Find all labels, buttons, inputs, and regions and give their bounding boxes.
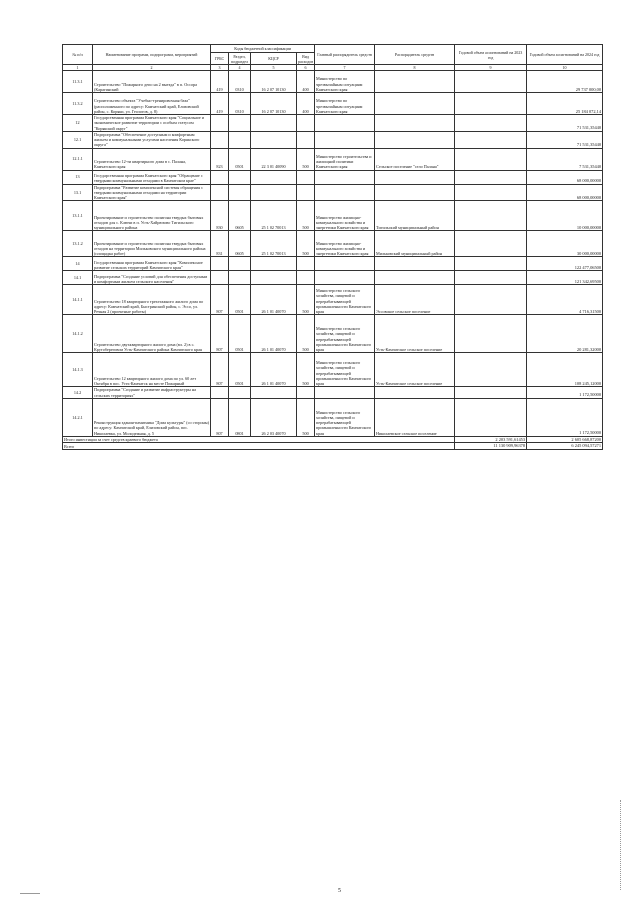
row-name: Строительство "Пожарного депо на 2 выезда" в п. Оссора (Карагинский [93, 71, 211, 93]
row-grbs [211, 115, 229, 132]
col-index: 3 [211, 65, 229, 71]
row-name: Подпрограмма "Развитие комплексной системы обращения с твердыми коммунальными отходами на территории Камчатского края" [93, 184, 211, 201]
row-admin [315, 271, 375, 285]
row-name: Подпрограмма "Создание условий для обеспечения доступным и комфортным жильем сельского населения" [93, 271, 211, 285]
row-rz: 0605 [229, 201, 251, 231]
row-vr: 500 [297, 148, 315, 170]
row-recipient: Николаевское сельское поселение [375, 398, 455, 436]
row-name: Подпрограмма "Обеспечение доступным и комфортным жильем и коммунальными услугами населения Корякского округа" [93, 131, 211, 148]
row-name: Строительство 12 квартирного жилого дома по ул. 60 лет Октября в пос. Усть-Камчатск на месте Пожарный [93, 353, 211, 387]
row-grbs: 807 [211, 398, 229, 436]
col-codes-header: Коды бюджетной классификации [211, 45, 315, 53]
row-rz [229, 184, 251, 201]
row-recipient [375, 71, 455, 93]
row-csr: 22 3 01 40090 [251, 148, 297, 170]
row-num: 13.1.1 [63, 201, 93, 231]
row-name: Реконструкция здания-памятника "Дома культуры" (со стороны) по адресу: Камчатский край, Елизовский район, пос. Николаевка, ул. Молодежная, д. 5 [93, 398, 211, 436]
row-num: 14.1 [63, 271, 93, 285]
row-name: Проектирование и строительство полигона твердых бытовых отходов для с. Ключи в п. Усть-Хайрюзово Тигильского муниципального района [93, 201, 211, 231]
row-rz [229, 257, 251, 271]
row-admin [315, 184, 375, 201]
row-name: Строительство двухквартирного жилого дома (вл. 2) в с. Крутобереговом Усть-Камчатского района Камчатского края [93, 315, 211, 353]
row-2024: 121 342,69500 [527, 271, 603, 285]
row-2023 [455, 315, 527, 353]
col-recipient-header: Распорядитель средств [375, 45, 455, 65]
col-vr-header: Вид расходов [298, 53, 314, 64]
col-index: 1 [63, 65, 93, 71]
table-row [63, 184, 603, 201]
col-index: 9 [455, 65, 527, 71]
total-2023: 11 130 909,96378 [455, 443, 527, 450]
row-csr: 26 1 01 40070 [251, 353, 297, 387]
row-2024: 7 531,35440 [527, 148, 603, 170]
row-num: 12.1 [63, 131, 93, 148]
row-admin: Министерство сельского хозяйства, пищевой и перерабатывающей промышленности Камчатского края [315, 353, 375, 387]
row-2023 [455, 170, 527, 184]
row-admin: Министерство сельского хозяйства, пищевой и перерабатывающей промышленности Камчатского края [315, 398, 375, 436]
row-2024: 71 531,35440 [527, 131, 603, 148]
row-name: Проектирование и строительство полигона твердых бытовых отходов на территории Мильковского муниципального района (площадка работ) [93, 231, 211, 257]
row-csr [251, 271, 297, 285]
row-admin [315, 115, 375, 132]
row-rz [229, 131, 251, 148]
row-2024: 1 172,50000 [527, 387, 603, 399]
row-grbs: 830 [211, 201, 229, 231]
col-index: 6 [297, 65, 315, 71]
row-2024: 4 716,31500 [527, 285, 603, 315]
row-rz: 0501 [229, 148, 251, 170]
row-rz [229, 170, 251, 184]
row-grbs [211, 257, 229, 271]
row-2024: 10 000,00000 [527, 201, 603, 231]
col-2023-header: Годовой объем ассигнований на 2023 год [455, 45, 527, 65]
table-row [63, 131, 603, 148]
row-grbs: 831 [211, 231, 229, 257]
row-num: 14.2.1 [63, 398, 93, 436]
row-recipient: Усть-Камчатское сельское поселение [375, 315, 455, 353]
table-row [63, 170, 603, 184]
row-vr [297, 257, 315, 271]
row-num: 12 [63, 115, 93, 132]
row-2023 [455, 387, 527, 399]
row-vr: 500 [297, 315, 315, 353]
col-name-header: Наименование программ, подпрограмм, мероприятий [93, 45, 211, 65]
row-recipient [375, 170, 455, 184]
row-2024: 108 245,12000 [527, 353, 603, 387]
row-2024: 122 477,06500 [527, 257, 603, 271]
table-row [63, 398, 603, 436]
col-grbs-header: ГРБС [211, 53, 229, 65]
total-2024: 6 245 094,57271 [527, 443, 603, 450]
row-rz [229, 271, 251, 285]
col-2024-header: Годовой объем ассигнований на 2024 год [527, 45, 603, 65]
row-2023 [455, 353, 527, 387]
table-row [63, 387, 603, 399]
row-num: 13.1 [63, 184, 93, 201]
row-grbs [211, 184, 229, 201]
row-vr [297, 115, 315, 132]
row-num: 14.1.3 [63, 353, 93, 387]
col-index: 8 [375, 65, 455, 71]
row-admin [315, 170, 375, 184]
page-number: 5 [338, 888, 341, 894]
row-num: 14.1.2 [63, 315, 93, 353]
row-csr [251, 184, 297, 201]
row-2023 [455, 257, 527, 271]
row-rz: 0501 [229, 353, 251, 387]
row-2024: 30 000,00000 [527, 231, 603, 257]
row-csr: 25 1 02 70013 [251, 201, 297, 231]
row-recipient [375, 257, 455, 271]
row-2024: 20 281,32000 [527, 315, 603, 353]
row-recipient [375, 271, 455, 285]
row-vr: 500 [297, 231, 315, 257]
row-csr: 16 2 07 10130 [251, 93, 297, 115]
row-name: Строительство 12-ти квартирного дома в с. Палана, Камчатского края [93, 148, 211, 170]
row-2023 [455, 231, 527, 257]
row-admin: Министерство сельского хозяйства, пищевой и перерабатывающей промышленности Камчатского края [315, 315, 375, 353]
row-admin: Министерство строительства и жилищной политики Камчатского края [315, 148, 375, 170]
table-body [63, 71, 603, 437]
row-vr: 400 [297, 71, 315, 93]
row-recipient: Тигильский муниципальный район [375, 201, 455, 231]
row-num: 12.1.1 [63, 148, 93, 170]
row-name: Строительство 18 квартирного трехэтажного жилого дома по адресу: Камчатский край, Быстринский район, с. Эссо, ул. Речная 2 (проектные работы) [93, 285, 211, 315]
table-row [63, 115, 603, 132]
row-grbs [211, 170, 229, 184]
row-grbs: 807 [211, 285, 229, 315]
row-admin: Министерство по чрезвычайным ситуациям Камчатского края [315, 93, 375, 115]
row-num: 14.1.1 [63, 285, 93, 315]
row-2023 [455, 285, 527, 315]
row-2023 [455, 93, 527, 115]
table-row [63, 148, 603, 170]
table-totals [63, 436, 603, 449]
row-2024: 71 531,35440 [527, 115, 603, 132]
row-2023 [455, 115, 527, 132]
row-2024: 25 184 072,14 [527, 93, 603, 115]
row-recipient [375, 184, 455, 201]
row-csr: 25 1 02 70013 [251, 231, 297, 257]
total-capital-2024: 2 605 668,87200 [527, 436, 603, 443]
col-index: 5 [251, 65, 297, 71]
row-rz: 0310 [229, 93, 251, 115]
row-num: 11.3.1 [63, 71, 93, 93]
total-capital-label: Итого инвестиции за счет средств краевого бюджета [63, 436, 455, 443]
row-grbs: 807 [211, 353, 229, 387]
budget-table [62, 44, 603, 450]
row-2023 [455, 271, 527, 285]
table-row [63, 93, 603, 115]
row-csr: 16 2 07 10130 [251, 71, 297, 93]
row-grbs: 419 [211, 93, 229, 115]
row-grbs: 419 [211, 71, 229, 93]
row-num: 13.1.2 [63, 231, 93, 257]
row-admin [315, 387, 375, 399]
row-csr: 26 1 01 40070 [251, 285, 297, 315]
row-vr [297, 184, 315, 201]
col-index: 4 [229, 65, 251, 71]
col-index: 2 [93, 65, 211, 71]
row-2024: 68 000,00000 [527, 184, 603, 201]
row-csr: 26 2 03 40070 [251, 398, 297, 436]
row-csr [251, 387, 297, 399]
row-rz: 0801 [229, 398, 251, 436]
row-grbs [211, 271, 229, 285]
table-row [63, 71, 603, 93]
row-vr [297, 170, 315, 184]
budget-table-sheet [62, 44, 602, 450]
row-rz [229, 115, 251, 132]
row-recipient [375, 115, 455, 132]
row-name: Государственная программа Камчатского края "Обращение с твердыми коммунальными отходами в Камчатском крае" [93, 170, 211, 184]
row-2024: 68 000,00000 [527, 170, 603, 184]
row-num: 11.3.2 [63, 93, 93, 115]
row-recipient [375, 387, 455, 399]
col-index: 10 [527, 65, 603, 71]
row-admin [315, 257, 375, 271]
table-row [63, 231, 603, 257]
total-label: Всего [63, 443, 455, 450]
row-grbs [211, 131, 229, 148]
row-vr [297, 271, 315, 285]
row-recipient: Мильковский муниципальный район [375, 231, 455, 257]
row-grbs: 807 [211, 315, 229, 353]
table-row [63, 201, 603, 231]
row-vr: 500 [297, 201, 315, 231]
row-csr [251, 131, 297, 148]
table-row [63, 257, 603, 271]
row-csr [251, 257, 297, 271]
row-recipient: Эссовское сельское поселение [375, 285, 455, 315]
row-num: 13 [63, 170, 93, 184]
row-admin [315, 131, 375, 148]
table-row [63, 285, 603, 315]
row-grbs [211, 387, 229, 399]
row-recipient: Усть-Камчатское сельское поселение [375, 353, 455, 387]
table-row [63, 353, 603, 387]
row-recipient [375, 131, 455, 148]
row-num: 14.2 [63, 387, 93, 399]
row-rz: 0605 [229, 231, 251, 257]
row-recipient [375, 93, 455, 115]
row-rz [229, 387, 251, 399]
row-2023 [455, 131, 527, 148]
bottom-rule [20, 893, 40, 894]
col-index: 7 [315, 65, 375, 71]
row-grbs: 823 [211, 148, 229, 170]
row-csr [251, 115, 297, 132]
margin-mark [620, 800, 622, 890]
row-csr [251, 170, 297, 184]
row-2023 [455, 184, 527, 201]
row-admin: Министерство сельского хозяйства, пищевой и перерабатывающей промышленности Камчатского края [315, 285, 375, 315]
row-admin: Министерство по чрезвычайным ситуациям Камчатского края [315, 71, 375, 93]
row-2023 [455, 201, 527, 231]
table-row [63, 271, 603, 285]
row-vr: 500 [297, 353, 315, 387]
col-rz-header: Раздел, подраздел [229, 53, 251, 65]
col-num-header: № п/п [63, 45, 93, 65]
row-2024: 29 737 000,00 [527, 71, 603, 93]
row-recipient: Сельское поселение "село Палана" [375, 148, 455, 170]
row-vr: 500 [297, 285, 315, 315]
col-csr-header: КЦСР [251, 53, 297, 65]
row-rz: 0310 [229, 71, 251, 93]
total-capital-2023: 2 203 591,61453 [455, 436, 527, 443]
row-2023 [455, 398, 527, 436]
row-admin: Министерство жилищно-коммунального хозяйства и энергетики Камчатского края [315, 201, 375, 231]
row-name: Строительство объекта "Учебно-тренировочная база" (расположенного по адресу: Камчатский край, Елизовский район, с. Коряки, ул. Геологов, д. 8) [93, 93, 211, 115]
row-vr [297, 387, 315, 399]
col-admin-header: Главный распорядитель средств [315, 45, 375, 65]
row-admin: Министерство жилищно-коммунального хозяйства и энергетики Камчатского края [315, 231, 375, 257]
row-csr: 26 1 01 40070 [251, 315, 297, 353]
row-vr: 400 [297, 93, 315, 115]
row-num: 14 [63, 257, 93, 271]
row-name: Государственная программа Камчатского края "Социальное и экономическое развитие территории с особым статусом "Корякский округ" [93, 115, 211, 132]
table-row [63, 315, 603, 353]
row-2023 [455, 148, 527, 170]
row-2024: 1 172,50000 [527, 398, 603, 436]
row-name: Подпрограмма "Создание и развитие инфраструктуры на сельских территориях" [93, 387, 211, 399]
row-name: Государственная программа Камчатского края "Комплексное развитие сельских территорий Камчатского края" [93, 257, 211, 271]
row-2023 [455, 71, 527, 93]
row-rz: 0501 [229, 285, 251, 315]
row-vr [297, 131, 315, 148]
row-rz: 0501 [229, 315, 251, 353]
row-vr: 500 [297, 398, 315, 436]
